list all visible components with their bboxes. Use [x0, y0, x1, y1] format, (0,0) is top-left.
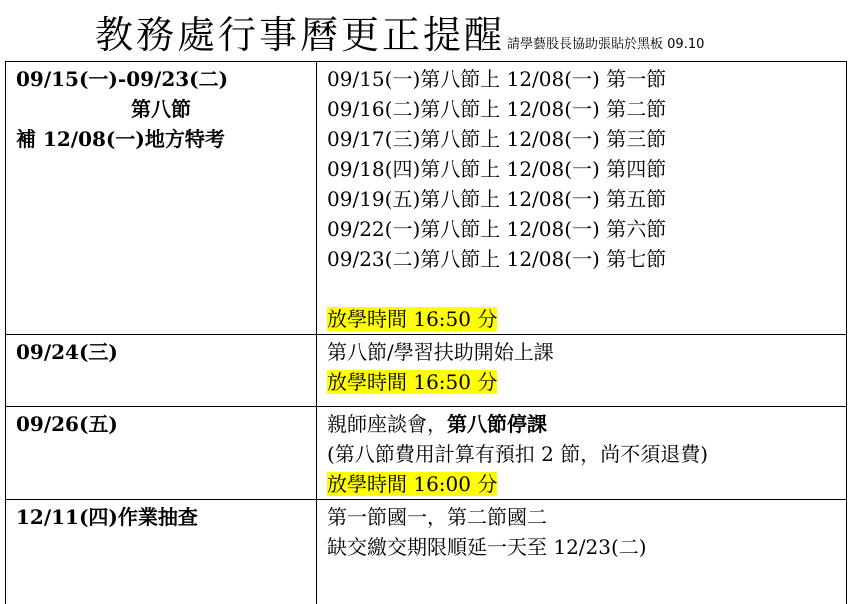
dismissal-time-highlight: 放學時間 16:50 分 [327, 307, 498, 331]
detail-line: 第八節/學習扶助開始上課 [327, 340, 554, 364]
date-cell [6, 335, 317, 407]
schedule-table [5, 61, 847, 604]
detail-cell [317, 62, 847, 335]
period-label: 第八節 [131, 97, 191, 121]
detail-line: 09/16(二)第八節上 12/08(一) 第二節 [327, 97, 667, 121]
class-cancelled-text: 第八節停課 [447, 412, 547, 436]
detail-cell [317, 500, 847, 604]
date-cell [6, 62, 317, 335]
detail-line: 09/18(四)第八節上 12/08(一) 第四節 [327, 157, 667, 181]
event-text: 親師座談會， [327, 412, 447, 436]
page-title: 教務處行事曆更正提醒 [95, 13, 506, 57]
detail-cell [317, 407, 847, 500]
header [95, 4, 704, 59]
table-row [6, 62, 847, 335]
detail-cell [317, 335, 847, 407]
table-row [6, 407, 847, 500]
detail-line: 09/15(一)第八節上 12/08(一) 第一節 [327, 67, 667, 91]
table-row [6, 335, 847, 407]
table-row [6, 500, 847, 604]
detail-line: 09/22(一)第八節上 12/08(一) 第六節 [327, 217, 667, 241]
detail-line: 09/17(三)第八節上 12/08(一) 第三節 [327, 127, 667, 151]
detail-line: 09/19(五)第八節上 12/08(一) 第五節 [327, 187, 667, 211]
date-label: 09/24(三) [16, 340, 118, 364]
date-range: 09/15(一)-09/23(二) [16, 67, 229, 91]
fee-note: (第八節費用計算有預扣 2 節，尚不須退費) [327, 442, 709, 466]
blank-line [327, 274, 846, 304]
page-subtitle: 請學藝股長協助張貼於黑板 09.10 [507, 37, 705, 52]
detail-line: 第一節國一，第二節國二 [327, 505, 547, 529]
detail-line: 09/23(二)第八節上 12/08(一) 第七節 [327, 247, 667, 271]
detail-line: 缺交繳交期限順延一天至 12/23(二) [327, 535, 647, 559]
date-label: 12/11(四)作業抽查 [16, 505, 198, 529]
detail-line [327, 409, 846, 439]
dismissal-time-highlight: 放學時間 16:00 分 [327, 472, 498, 496]
date-label: 09/26(五) [16, 412, 118, 436]
makeup-note: 補 12/08(一)地方特考 [16, 127, 225, 151]
dismissal-time-highlight: 放學時間 16:50 分 [327, 370, 498, 394]
date-cell [6, 407, 317, 500]
date-cell [6, 500, 317, 604]
